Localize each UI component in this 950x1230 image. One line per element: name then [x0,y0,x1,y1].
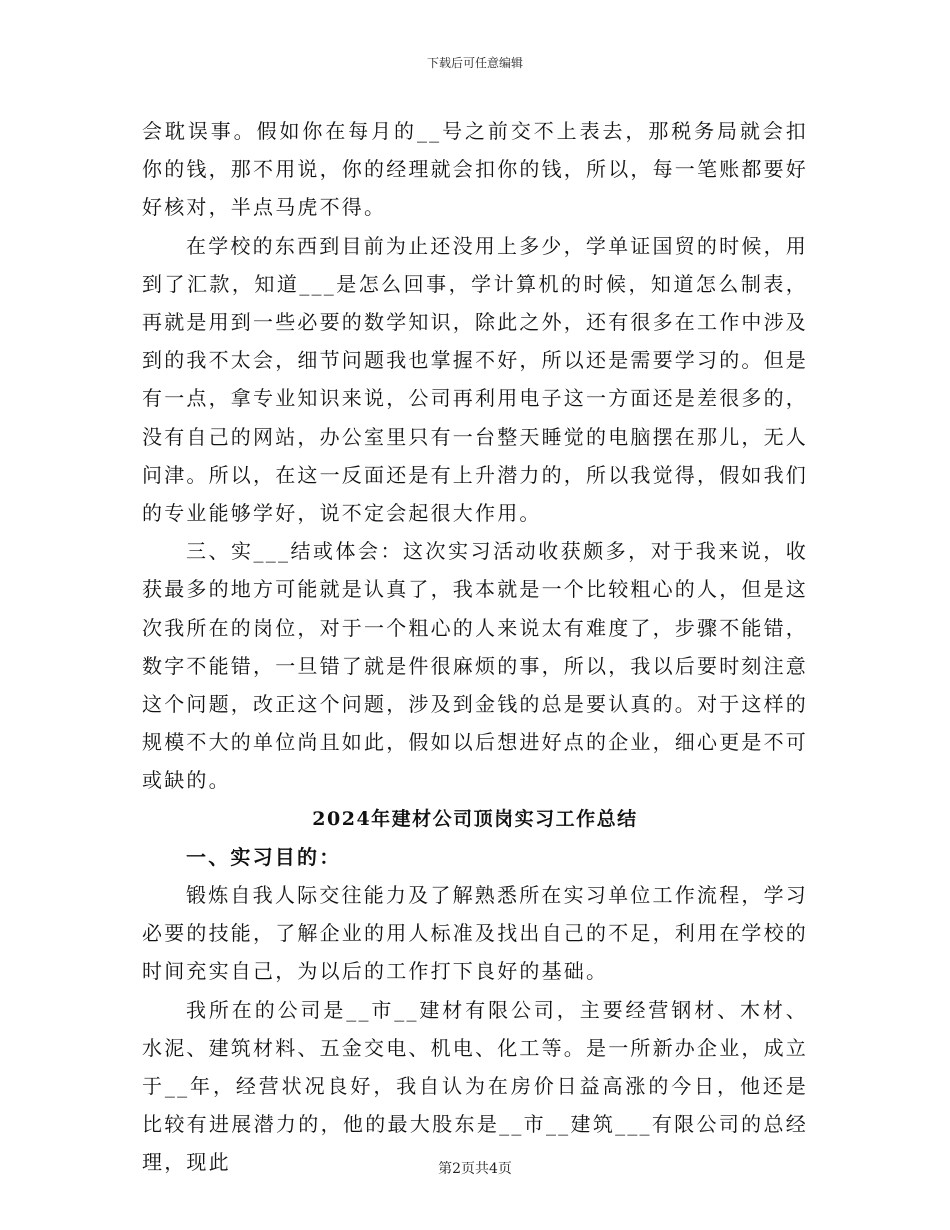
paragraph-summary-experience: 三、实___结或体会：这次实习活动收获颇多，对于我来说，收获最多的地方可能就是认真了，我本就是一个比较粗心的人，但是这次我所在的岗位，对于一个粗心的人来说太有难度了，步骤不能错，数字不能错，一旦错了就是件很麻烦的事，所以，我以后要时刻注意这个问题，改正这个问题，涉及到金钱的总是要认真的。对于这样的规模不大的单位尚且如此，假如以后想进好点的企业，细心更是不可或缺的。 [142,539,808,793]
page-footer: 第2页共4页 [438,1161,512,1177]
section-title: 2024年建材公司顶岗实习工作总结 [312,807,638,830]
document-body [142,112,808,1182]
paragraph-company-intro: 我所在的公司是__市__建材有限公司，主要经营钢材、木材、水泥、建筑材料、五金交电、机电、化工等。是一所新办企业，成立于__年，经营状况良好，我自认为在房价日益高涨的今日，他还是比较有进展潜力的，他的最大股东是__市__建筑___有限公司的总经理，现此 [142,997,808,1175]
subheading-purpose: 一、实习目的： [186,844,342,869]
paragraph-continuation: 会耽误事。假如你在每月的__号之前交不上表去，那税务局就会扣你的钱，那不用说，你的经理就会扣你的钱，所以，每一笔账都要好好核对，半点马虎不得。 [142,119,808,220]
paragraph-school-knowledge: 在学校的东西到目前为止还没用上多少，学单证国贸的时候，用到了汇款，知道___是怎么回事，学计算机的时候，知道怎么制表，再就是用到一些必要的数学知识，除此之外，还有很多在工作中涉及到的我不太会，细节问题我也掌握不好，所以还是需要学习的。但是有一点，拿专业知识来说，公司再利用电子这一方面还是差很多的，没有自己的网站，办公室里只有一台整天睡觉的电脑摆在那儿，无人问津。所以，在这一反面还是有上升潜力的，所以我觉得，假如我们的专业能够学好，说不定会起很大作用。 [142,233,808,526]
paragraph-purpose: 锻炼自我人际交往能力及了解熟悉所在实习单位工作流程，学习必要的技能，了解企业的用人标准及找出自己的不足，利用在学校的时间充实自己，为以后的工作打下良好的基础。 [142,883,808,984]
page-header: 下载后可任意编辑 [426,56,523,70]
